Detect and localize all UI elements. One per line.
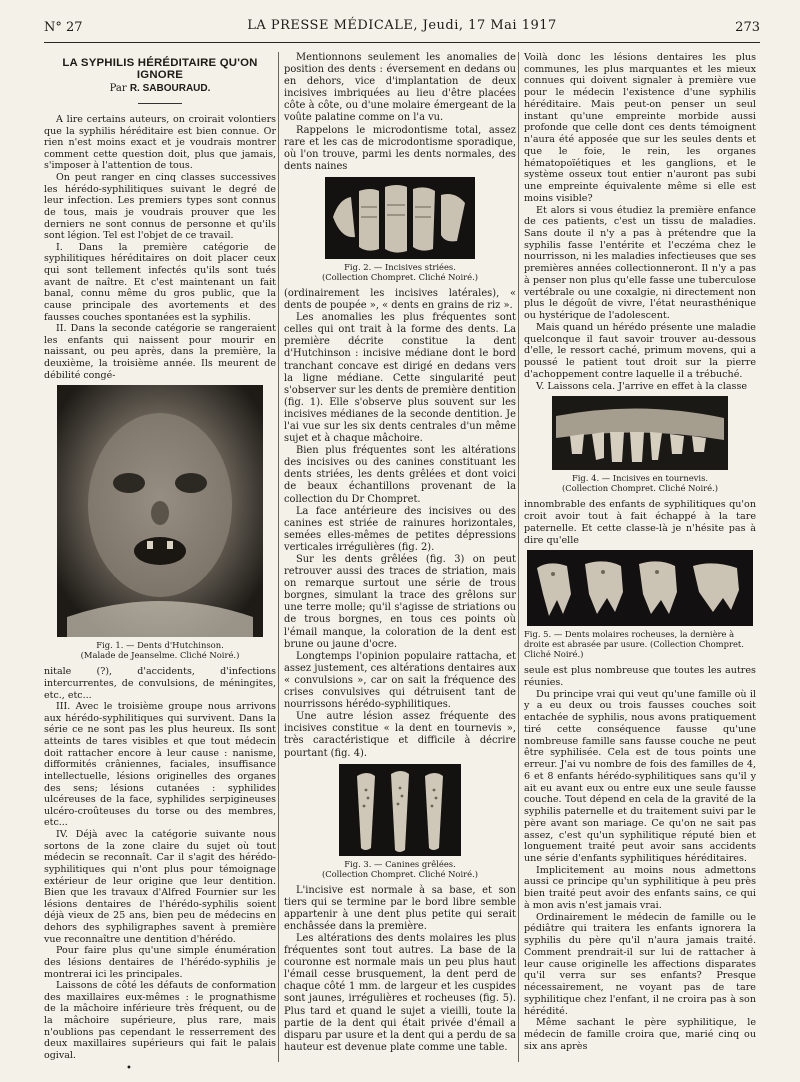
- paragraph: Et alors si vous étudiez la première enfance de ces patients, c'est un tissu de maladies. Sans doute il n'y a pas à prétendre que la syphilis fasse l'entérite et l'eczéma chez le nourrisson, ni les maladies infectieuses que ses premières années collectionneront. Il n'y a pas à penser non plus qu'elle fasse une tuberculose vertébrale ou une coxalgie, ni directement non plus le dégoût de vivre, l'état neurasthénique ou hystérique de l'adolescent.: [524, 204, 756, 322]
- paragraph: Implicitement au moins nous admettons aussi ce principe qu'un syphilitique à peu près bien traité peut avoir des enfants sains, ce qui à mon avis n'est jamais vrai.: [524, 864, 756, 911]
- figure-2-photo: [325, 177, 475, 259]
- paragraph: Une autre lésion assez fréquente des incisives constitue « la dent en tournevis », très caractéristique et difficile à décrire pourtant (fig. 4).: [284, 711, 516, 759]
- paragraph: A lire certains auteurs, on croirait volontiers que la syphilis héréditaire est bien connue. Or rien n'est moins exact et je voudrais montrer comment cette question doit, plus que jamais, s'imposer à l'attention de tous.: [44, 113, 276, 172]
- paragraph: Longtemps l'opinion populaire rattacha, et assez justement, ces altérations dentaires aux « convulsions », car on sait la fréquence des crises convulsives qui détruisent tant de nourrissons hérédo-syphilitiques.: [284, 650, 516, 711]
- column-3: [524, 52, 756, 1052]
- paragraph: Les anomalies les plus fréquentes sont celles qui ont trait à la forme des dents. La première décrite constitue la dent d'Hutchinson : incisive médiane dont le bord tranchant concave est dirigé en dedans vers la ligne médiane. Cette singularité peut s'observer sur les dents de première dentition (fig. 1). Elle s'observe plus souvent sur les incisives médianes de la seconde dentition. Je l'ai vue sur les six dents centrales d'un même sujet et à chaque mâchoire.: [284, 312, 516, 445]
- figure-caption-title: Fig. 4. — Incisives en tournevis.: [571, 473, 709, 484]
- figure-5-caption: [524, 629, 756, 659]
- column-divider: [518, 52, 519, 1062]
- paragraph: Sur les dents grêlées (fig. 3) on peut retrouver aussi des traces de striation, mais on remarque surtout une série de trous borgnes, simulant la trace des grêlons sur une terre molle; qu'il s'agisse de striations ou de trous borgnes, en tous ces points où l'émail manque, la coloration de la dent est brune ou jaune d'ocre.: [284, 554, 516, 650]
- figure-caption-title: Fig. 2. — Incisives striées.: [344, 261, 456, 272]
- paragraph: Rappelons le microdontisme total, assez rare et les cas de microdontisme sporadique, où l'on trouve, parmi les dents normales, des dents naines: [284, 124, 516, 172]
- header-rule: [44, 42, 760, 43]
- article-byline: [44, 83, 276, 95]
- figure-3-caption: [284, 859, 516, 879]
- paragraph: III. Avec le troisième groupe nous arrivons aux hérédo-syphilitiques qui survivent. Dans la série ce ne sont pas les plus heureux. Ils sont atteints de tares visibles et que tout médecin doit rattacher encore à leur cause : nanisme, difformités crâniennes, faciales, insuffisance intellectuelle, lésions originelles des organes des sens; lésions cutanées : syphilides ulcéreuses de la face, syphilides serpigineuses ulcéro-croûteuses du torse ou des membres, etc...: [44, 701, 276, 829]
- figure-4-photo: [552, 396, 728, 470]
- paragraph: (ordinairement les incisives latérales), « dents de poupée », « dents en grains de riz ».: [284, 287, 516, 312]
- paragraph: Mentionnons seulement les anomalies de position des dents : éversement en dedans ou en dehors, vice d'implantation de deux incisives imbriquées au lieu d'être placées côte à côte, ou d'une molaire émergeant de la voûte palatine comme on l'a vu.: [284, 52, 516, 124]
- paragraph: La face antérieure des incisives ou des canines est striée de rainures horizontales, semées elles-mêmes de petites dépressions verticales irrégulières (fig. 2).: [284, 505, 516, 553]
- paragraph: Même sachant le père syphilitique, le médecin de famille croira que, marié cinq ou six ans après: [524, 1017, 756, 1052]
- paragraph: Pour faire plus qu'une simple énumération des lésions dentaires de l'hérédo-syphilis je montrerai ici les principales.: [44, 945, 276, 980]
- paragraph: V. Laissons cela. J'arrive en effet à la classe: [536, 380, 748, 392]
- paragraph: Laissons de côté les défauts de conformation des maxillaires eux-mêmes : le prognathisme de la mâchoire inférieure très fréquent, ou de la mâchoire supérieure, plus rare, mais n'oublions pas cependant le resserrement des deux maxillaires supérieurs qui fait le palais ogival.: [44, 980, 276, 1061]
- paragraph: On peut ranger en cinq classes successives les hérédo-syphilitiques suivant le degré de leur infection. Les premiers types sont connus de tous, mais je voudrais prouver que les derniers ne sont connus de personne et qu'ils sont légion. Tel est l'objet de ce travail.: [44, 172, 276, 242]
- page-header: [44, 18, 760, 38]
- issue-number: N° 27: [44, 20, 83, 35]
- journal-title: LA PRESSE MÉDICALE, Jeudi, 17 Mai 1917: [247, 18, 557, 33]
- page-number: 273: [735, 20, 760, 35]
- article-title: LA SYPHILIS HÉRÉDITAIRE QU'ON IGNORE: [62, 57, 258, 81]
- column-2: [284, 52, 516, 1054]
- figure-1-caption: [44, 640, 276, 660]
- figure-caption-title: Fig. 1. — Dents d'Hutchinson.: [96, 640, 224, 651]
- bottom-bullet: •: [126, 1063, 132, 1074]
- paragraph: Du principe vrai qui veut qu'une famille où il y a eu deux ou trois fausses couches soit entachée de syphilis, nous avons pratiquement tiré cette conséquence fausse qu'une nombreuse famille sans fausse couche ne peut être syphilisée. Cela est de tous points une erreur. J'ai vu nombre de fois des familles de 4, 6 et 8 enfants hérédo-syphilitiques sans qu'il y ait eu avant eux ou entre eux une seule fausse couche. Tout dépend en cela de la gravité de la syphilis paternelle et du traitement suivi par le père avant son mariage. Ce qu'on ne sait pas assez, c'est qu'un syphilitique réputé bien et longuement traité peut avoir sans accidents une série d'enfants syphilitiques héréditaires.: [524, 688, 756, 864]
- paragraph: II. Dans la seconde catégorie se rangeraient les enfants qui naissent pour mourir en naissant, ou peu après, dans la première, la deuxième, la troisième année. Ils meurent de débilité congé-: [44, 323, 276, 381]
- figure-caption-source: (Collection Chompret. Cliché Noiré.): [321, 868, 479, 879]
- figure-caption-title: Fig. 3. — Canines grêlées.: [344, 858, 456, 869]
- column-divider: [278, 52, 279, 1062]
- paragraph: IV. Déjà avec la catégorie suivante nous sortons de la zone claire du sujet où tout médecin se reconnaît. Car il s'agit des hérédo-syphilitiques qui n'ont plus pour témoignage extérieur de leur origine que leur dentition. Bien que les travaux d'Alfred Fournier sur les lésions dentaires de l'hérédo-syphilis soient déjà vieux de 25 ans, bien peu de médecins en dehors des syphiligraphes savent à première vue reconnaître une dentition d'hérédo.: [44, 829, 276, 945]
- paragraph: Mais quand un hérédo présente une maladie quelconque il faut savoir trouver au-dessous d'elle, le ressort caché, primum movens, qui a poussé le patient tout droit sur la pierre d'achoppement contre laquelle il a trébuché.: [524, 321, 756, 380]
- byline-prefix: Par: [109, 83, 127, 95]
- paragraph: L'incisive est normale à sa base, et son tiers qui se termine par le bord libre semble appartenir à une dent plus petite qui serait enchâssée dans la première.: [284, 884, 516, 932]
- column-1: [44, 52, 276, 1062]
- paragraph: Ordinairement le médecin de famille ou le pédiâtre qui traitera les enfants ignorera la syphilis du père qu'il n'aura jamais traité. Comment prendrait-il sur lui de rattacher à leur cause originelle les affections disparates qu'il verra sur ses enfants? Presque nécessairement, ne voyant pas de tare syphilitique chez l'enfant, il ne croira pas à son hérédité.: [524, 911, 756, 1017]
- figure-1-photo: [57, 385, 263, 637]
- figure-caption-source: (Malade de Jeanselme. Cliché Noiré.): [80, 650, 240, 661]
- figure-3-photo: [339, 764, 461, 856]
- paragraph: Bien plus fréquentes sont les altérations des incisives ou des canines constituant les dents striées, les dents grêlées et dont voici de beaux échantillons provenant de la collection du Dr Chompret.: [284, 445, 516, 505]
- figure-caption-title: Fig. 5. — Dents molaires rocheuses, la dernière à droite est abrasée par usure. (Collection Chompret. Cliché Noiré.): [524, 629, 744, 660]
- figure-5-photo: [527, 550, 753, 626]
- figure-2-caption: [284, 262, 516, 282]
- figure-caption-source: (Collection Chompret. Cliché Noiré.): [561, 483, 719, 494]
- paragraph: Les altérations des dents molaires les plus fréquentes sont tout autres. La base de la couronne est normale mais un peu plus haut l'émail cesse brusquement, la dent perd de chaque côté 1 mm. de largeur et les cuspides sont jaunes, irrégulières et rocheuses (fig. 5). Plus tard et quand le sujet a vieilli, toute la partie de la dent qui était privée d'émail a disparu par usure et la dent qui a perdu de sa hauteur est devenue plate comme une table.: [284, 932, 516, 1053]
- figure-caption-source: (Collection Chompret. Cliché Noiré.): [321, 271, 479, 282]
- figure-4-caption: [524, 473, 756, 493]
- paragraph: seule est plus nombreuse que toutes les autres réunies.: [524, 665, 756, 688]
- paragraph: Voilà donc les lésions dentaires les plus communes, les plus marquantes et les mieux connues qui doivent signaler à première vue pour le médecin l'existence d'une syphilis héréditaire. Mais peut-on penser un seul instant qu'une empreinte morbide aussi profonde que celle dont ces dents témoignent n'aura été apposée que sur les seules dents et que le foie, le rein, les organes hématopoïétiques et les ganglions, et le système osseux tout entier n'auront pas subi une empreinte équivalente même si elle est moins visible?: [524, 52, 756, 204]
- author-name: R. SABOURAUD.: [129, 83, 211, 95]
- paragraph: nitale (?), d'accidents, d'infections intercurrentes, de convulsions, de méningites, etc., etc...: [44, 666, 276, 701]
- paragraph: I. Dans la première catégorie de syphilitiques héréditaires on doit placer ceux qui sont tellement infectés qu'ils sont tués avant de naître. Et c'est maintenant un fait banal, connu même du gros public, que la cause principale des avortements et des fausses couches spontanées est la syphilis.: [44, 241, 276, 323]
- paragraph: innombrable des enfants de syphilitiques qu'on croit avoir tout à fait échappé à la tare paternelle. Et cette classe-là je n'hésite pas à dire qu'elle: [524, 499, 756, 546]
- title-rule: [138, 103, 182, 104]
